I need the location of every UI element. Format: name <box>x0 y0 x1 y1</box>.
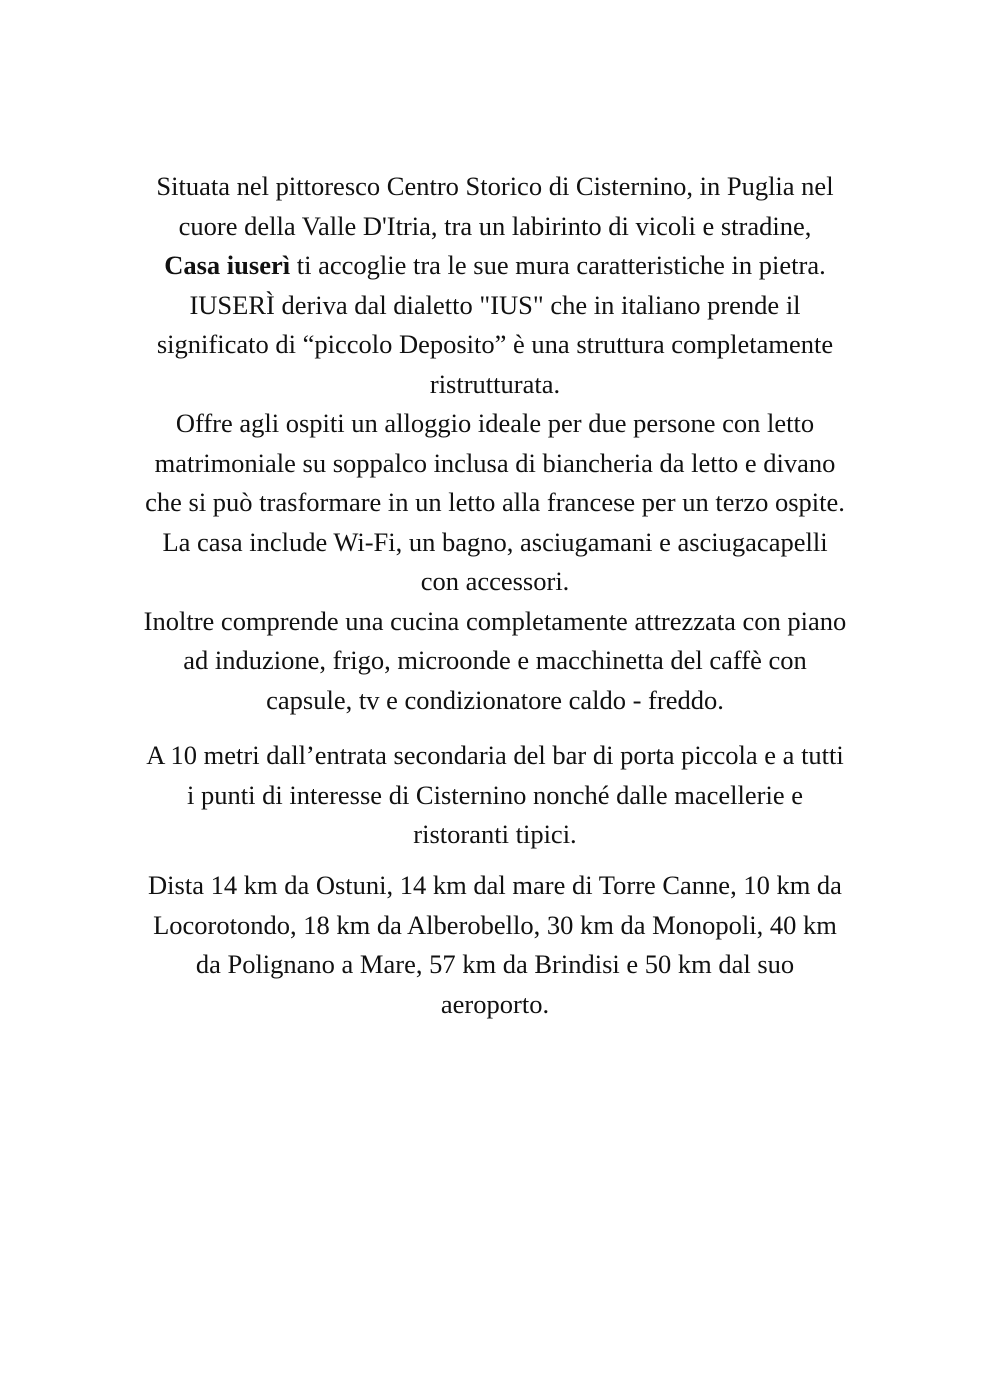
text-line: capsule, tv e condizionatore caldo - freddo. <box>266 684 724 715</box>
text-line: A 10 metri dall’entrata secondaria del bar di porta piccola e a tutti <box>146 740 844 770</box>
text-fragment: ti accoglie tra le sue mura caratteristiche in pietra. <box>290 250 826 280</box>
text-line: Dista 14 km da Ostuni, 14 km dal mare di Torre Canne, 10 km da <box>148 870 842 900</box>
text-line: i punti di interesse di Cisternino nonché dalle macellerie e <box>187 779 803 810</box>
text-line: che si può trasformare in un letto alla francese per un terzo ospite. <box>145 487 845 517</box>
text-line: matrimoniale su soppalco inclusa di biancheria da letto e divano <box>154 447 836 478</box>
text-line-with-name <box>80 246 910 286</box>
location-paragraph <box>80 736 910 855</box>
text-line: Inoltre comprende una cucina completamente attrezzata con piano <box>143 605 847 636</box>
property-name: Casa iuserì <box>164 250 291 280</box>
text-line: aeroporto. <box>440 988 550 1019</box>
text-line: ad induzione, frigo, microonde e macchinetta del caffè con <box>183 645 807 675</box>
text-line: Offre agli ospiti un alloggio ideale per due persone con letto <box>175 408 815 438</box>
text-line: cuore della Valle D'Itria, tra un labirinto di vicoli e stradine, <box>178 210 812 241</box>
description-paragraph <box>80 167 910 720</box>
text-line: significato di “piccolo Deposito” è una struttura completamente <box>156 329 834 359</box>
text-line: Locorotondo, 18 km da Alberobello, 30 km da Monopoli, 40 km <box>153 909 837 940</box>
distances-paragraph <box>80 866 910 1024</box>
text-line: La casa include Wi-Fi, un bagno, asciugamani e asciugacapelli <box>162 526 828 557</box>
text-line: ristoranti tipici. <box>413 819 577 849</box>
text-line: IUSERÌ deriva dal dialetto "IUS" che in italiano prende il <box>189 289 801 320</box>
text-line: Situata nel pittoresco Centro Storico di Cisternino, in Puglia nel <box>156 171 834 201</box>
text-line: ristrutturata. <box>429 368 561 399</box>
text-line: con accessori. <box>420 566 570 596</box>
text-line: da Polignano a Mare, 57 km da Brindisi e 50 km dal suo <box>195 949 795 979</box>
